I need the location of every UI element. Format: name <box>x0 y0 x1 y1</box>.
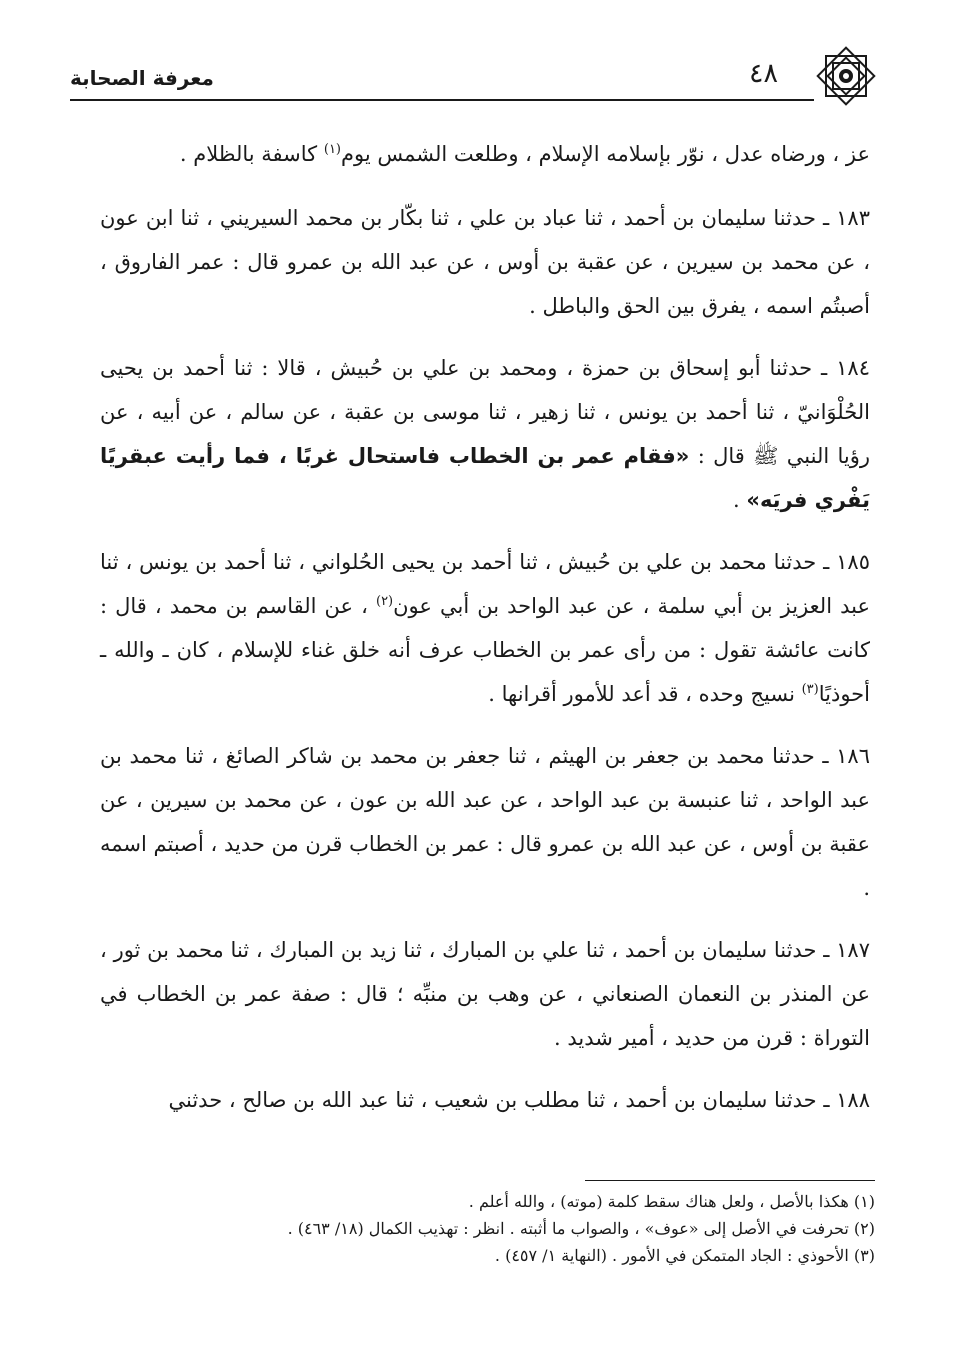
page-header <box>70 52 878 108</box>
footnote-ref-3: (٣) <box>801 682 819 697</box>
page-number: ٤٨ <box>748 58 778 89</box>
footnote-ref-2: (٢) <box>375 594 394 609</box>
footnote-3 <box>95 1242 875 1269</box>
footnote-separator <box>585 1180 875 1181</box>
footnote-number: (٣) <box>853 1246 875 1265</box>
hadith-183 <box>100 196 870 328</box>
paragraph-text: نسيج وحده ، قد أعد للأمور أقرانها . <box>488 682 802 706</box>
paragraph-text: . <box>733 488 747 512</box>
paragraph-text: عز ، ورضاه عدل ، نوّر بإسلامه الإسلام ، وطلعت الشمس يوم <box>341 142 870 166</box>
paragraph-text: ـ حدثنا سليمان بن أحمد ، ثنا علي بن المبارك ، ثنا زيد بن المبارك ، ثنا محمد بن ثور ، عن المنذر بن النعمان الصنعاني ، عن وهب بن منبِّه ؛ قال : صفة عمر بن الخطاب في التوراة : قرن من حديد ، أمير شديد . <box>100 938 870 1050</box>
footnote-ref-1: (١) <box>323 142 341 157</box>
paragraph-text: ، عن القاسم بن محمد ، قال : كانت عائشة تقول : من رأى عمر بن الخطاب عرف أنه خلق غناء للإسلام ، كان ـ والله ـ أحوذيًا <box>100 594 870 706</box>
paragraph-text: كاسفة بالظلام . <box>179 142 324 166</box>
prophetic-quote: «فقام عمر بن الخطاب فاستحال غربًا ، فما رأيت عبقريًا يَفْري فريَه» <box>100 444 870 512</box>
footnote-number: (١) <box>853 1192 875 1211</box>
hadith-184 <box>100 346 870 522</box>
paragraph-text: ـ حدثنا سليمان بن أحمد ، ثنا مطلب بن شعيب ، ثنا عبد الله بن صالح ، حدثني <box>168 1088 837 1112</box>
paragraph-text: ـ حدثنا محمد بن علي بن حُبيش ، ثنا أحمد بن يحيى الحُلواني ، ثنا أحمد بن يونس ، ثنا عبد العزيز بن أبي سلمة ، عن عبد الواحد بن أبي عون <box>100 550 870 618</box>
paragraph-text: ـ حدثنا سليمان بن أحمد ، ثنا عباد بن علي ، ثنا بكّار بن محمد السيريني ، ثنا ابن عون ، عن محمد بن سيرين ، عن عقبة بن أوس ، عن عبد الله بن عمرو قال : عمر الفاروق ، أصبتُم اسمه ، يفرق بين الحق والباطل . <box>100 206 870 318</box>
footnote-2 <box>95 1215 875 1242</box>
footnote-text: الأحوذي : الجاد المتمكن في الأمور . (النهاية ١/ ٤٥٧) . <box>494 1246 849 1265</box>
footnotes <box>95 1188 875 1269</box>
paragraph-text: ـ حدثنا محمد بن جعفر بن الهيثم ، ثنا جعفر بن محمد بن شاكر الصائغ ، ثنا محمد بن عبد الواحد ، ثنا عنبسة بن عبد الواحد ، عن عبد الله بن عون ، عن محمد بن سيرين ، عن عقبة بن أوس ، عن عبد الله بن عمرو قال : عمر بن الخطاب قرن من حديد ، أصبتم اسمه . <box>100 744 870 900</box>
hadith-185 <box>100 540 870 716</box>
hadith-number: ١٨٨ <box>836 1088 870 1112</box>
hadith-187 <box>100 928 870 1060</box>
footnote-1 <box>95 1188 875 1215</box>
hadith-number: ١٨٧ <box>836 938 870 962</box>
hadith-number: ١٨٣ <box>836 206 870 230</box>
hadith-number: ١٨٦ <box>836 744 870 768</box>
paragraph-continuation <box>100 132 870 176</box>
footnote-text: تحرفت في الأصل إلى «عوف» ، والصواب ما أثبته . انظر : تهذيب الكمال (١٨/ ٤٦٣) . <box>287 1219 849 1238</box>
hadith-number: ١٨٥ <box>836 550 870 574</box>
main-text <box>100 132 870 1140</box>
running-title: معرفة الصحابة <box>70 66 214 90</box>
footnote-number: (٢) <box>853 1219 875 1238</box>
paragraph-text: ـ حدثنا أبو إسحاق بن حمزة ، ومحمد بن علي بن حُبيش ، قالا : ثنا أحمد بن يحيى الحُلْوَانيّ ، ثنا أحمد بن يونس ، ثنا زهير ، ثنا موسى بن عقبة ، عن سالم ، عن أبيه ، عن رؤيا النبي ﷺ قال : <box>100 356 871 468</box>
footnote-text: هكذا بالأصل ، ولعل هناك سقط كلمة (موته) ، والله أعلم . <box>468 1192 849 1211</box>
header-rule <box>70 99 814 101</box>
hadith-number: ١٨٤ <box>836 356 870 380</box>
hadith-186 <box>100 734 870 910</box>
hadith-188 <box>100 1078 870 1122</box>
octagram-ornament-icon <box>814 44 878 108</box>
